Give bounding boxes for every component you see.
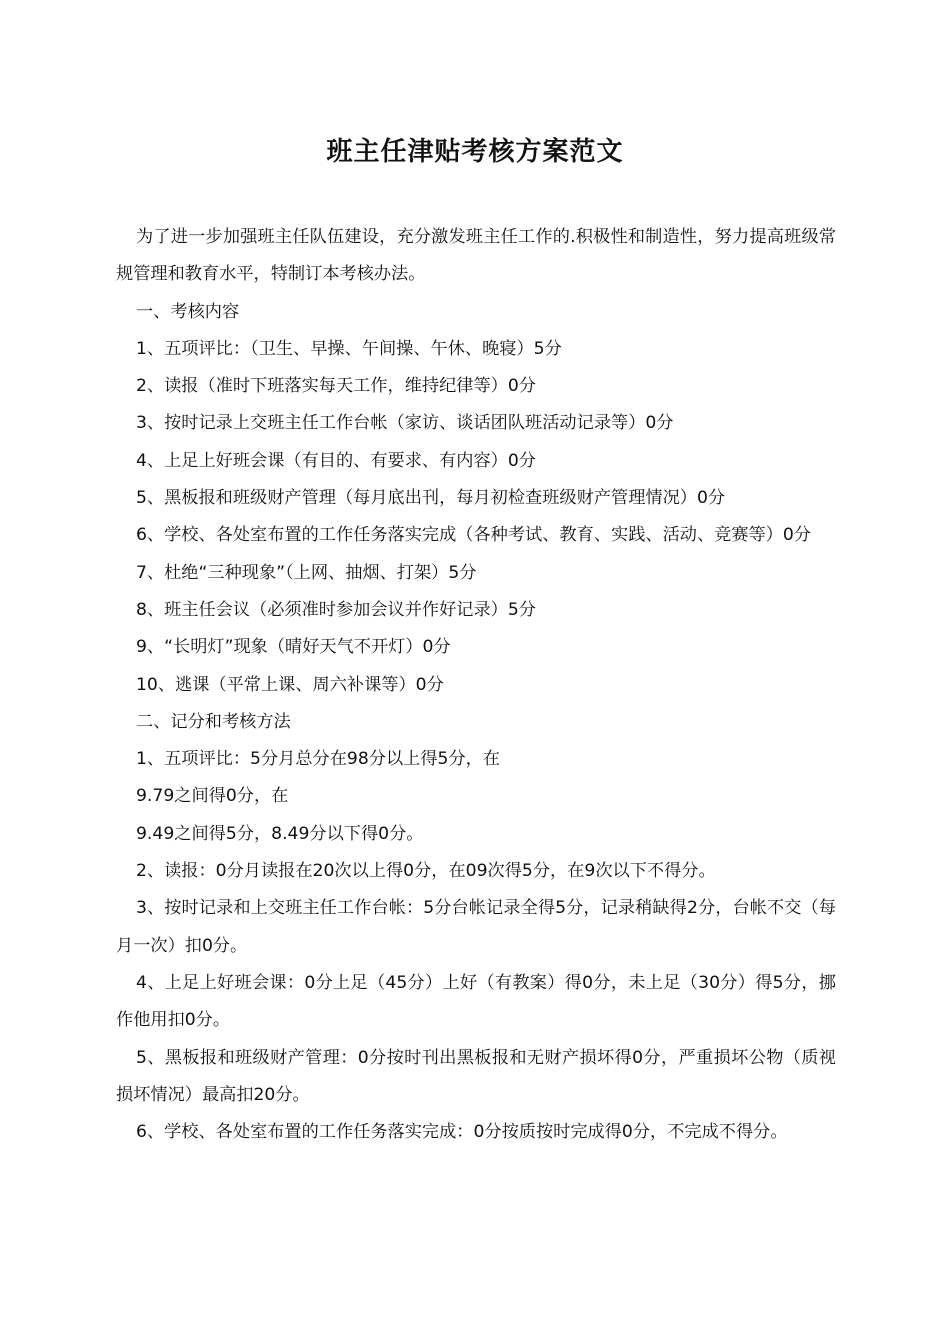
- method-item-5: 5、黑板报和班级财产管理：0分按时刊出黑板报和无财产损坏得0分，严重损坏公物（质视损坏情况）最高扣20分。: [116, 1047, 836, 1105]
- document-body: [116, 219, 836, 1151]
- method-item-1-cont-a: 9.79之间得0分，在: [136, 786, 289, 807]
- paragraph-intro: 为了进一步加强班主任队伍建设，充分激发班主任工作的.积极性和制造性，努力提高班级常规管理和教育水平，特制订本考核办法。: [116, 227, 836, 285]
- content-item-7: 7、杜绝“三种现象”（上网、抽烟、打架）5分: [136, 562, 477, 583]
- method-item-1: 1、五项评比：5分月总分在98分以上得5分，在: [136, 749, 501, 770]
- section-heading-content: 一、考核内容: [136, 301, 240, 322]
- content-item-1: 1、五项评比：（卫生、早操、午间操、午休、晚寝）5分: [136, 338, 562, 359]
- section-heading-method: 二、记分和考核方法: [136, 711, 291, 732]
- content-item-4: 4、上足上好班会课（有目的、有要求、有内容）0分: [136, 450, 536, 471]
- content-item-6: 6、学校、各处室布置的工作任务落实完成（各种考试、教育、实践、活动、竞赛等）0分: [136, 525, 811, 546]
- method-item-4: 4、上足上好班会课：0分上足（45分）上好（有教案）得0分，未上足（30分）得5分，挪作他用扣0分。: [116, 972, 836, 1031]
- method-item-6: 6、学校、各处室布置的工作任务落实完成：0分按质按时完成得0分，不完成不得分。: [136, 1122, 788, 1143]
- content-item-10: 10、逃课（平常上课、周六补课等）0分: [136, 674, 444, 695]
- document-title: 班主任津贴考核方案范文: [326, 137, 624, 167]
- content-item-8: 8、班主任会议（必须准时参加会议并作好记录）5分: [136, 599, 536, 620]
- content-item-5: 5、黑板报和班级财产管理（每月底出刊，每月初检查班级财产管理情况）0分: [136, 488, 726, 509]
- method-item-2: 2、读报：0分月读报在20次以上得0分，在09次得5分，在9次以下不得分。: [136, 861, 716, 882]
- content-item-3: 3、按时记录上交班主任工作台帐（家访、谈话团队班活动记录等）0分: [136, 413, 674, 434]
- method-item-1-cont-b: 9.49之间得5分，8.49分以下得0分。: [136, 823, 424, 844]
- content-item-2: 2、读报（准时下班落实每天工作，维持纪律等）0分: [136, 376, 536, 397]
- method-item-3: 3、按时记录和上交班主任工作台帐：5分台帐记录全得5分，记录稍缺得2分，台帐不交（每月一次）扣0分。: [116, 898, 836, 956]
- content-item-9: 9、“长明灯”现象（晴好天气不开灯）0分: [136, 637, 451, 658]
